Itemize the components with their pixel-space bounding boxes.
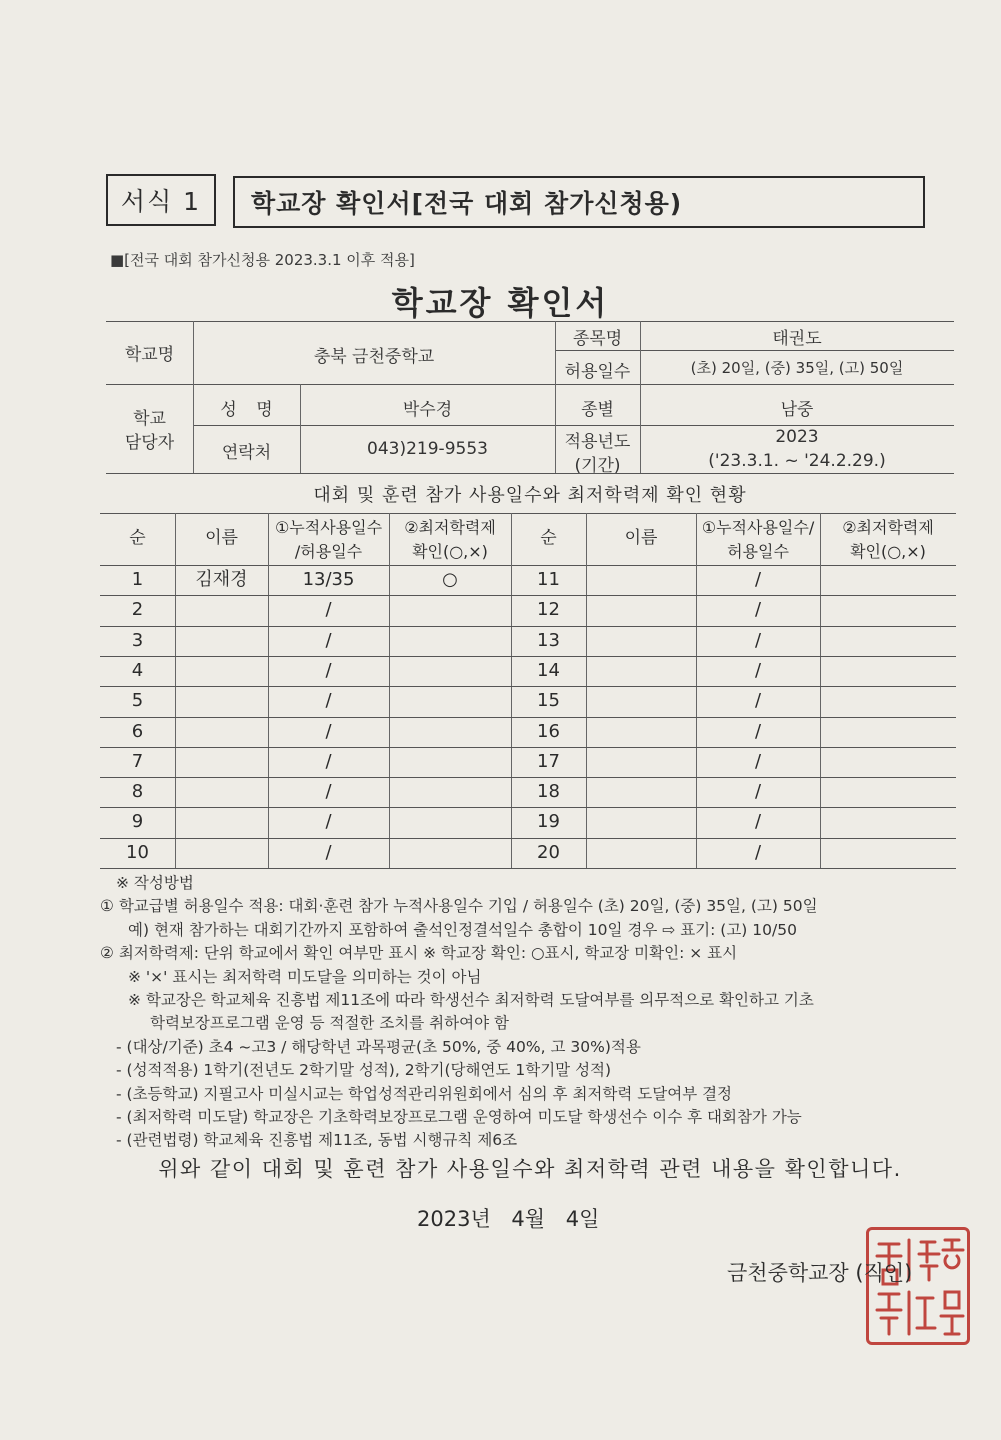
table-cell-r-days: / — [754, 569, 762, 590]
table-cell-l-days: / — [325, 720, 332, 742]
table-cell-r-no: 12 — [537, 599, 560, 621]
table-cell-r-days: / — [754, 599, 762, 621]
year-label: (기간) — [574, 456, 621, 476]
instructions — [100, 872, 970, 1153]
issue-date: 2023년 4월 4일 — [417, 1207, 600, 1231]
table-cell-l-days: / — [325, 599, 332, 621]
table-cell-l-no: 8 — [131, 781, 144, 803]
table-cell-r-check — [820, 807, 956, 837]
table-cell-r-days: / — [754, 811, 762, 833]
school-value: 충북 금천중학교 — [313, 347, 435, 367]
instruction-item-2-note: ※ '×' 표시는 최저학력 미도달을 의미하는 것이 아님 — [128, 967, 482, 986]
table-cell-r-check — [820, 838, 956, 868]
form-number-box — [106, 174, 216, 226]
header-days: ①누적사용일수 — [274, 518, 383, 537]
table-cell-r-no: 11 — [537, 569, 560, 590]
name-label: 성 명 — [220, 400, 273, 420]
instruction-item-2-note: ※ 학교장은 학교체육 진흥법 제11조에 따라 학생선수 최저학력 도달여부를 의무적으로 확인하고 기초 — [128, 991, 814, 1010]
table-cell-l-name — [175, 717, 268, 747]
header-academic: ②최저학력제 — [404, 518, 496, 537]
table-cell-r-name — [586, 656, 696, 686]
name-value: 박수경 — [402, 400, 453, 420]
principal-signature: 금천중학교장 (직인) — [727, 1261, 913, 1285]
table-cell-r-days: / — [754, 781, 762, 803]
instruction-dash-item: - (대상/기준) 초4 ~고3 / 해당학년 과목평균(초 50%, 중 40%, 고 30%)적용 — [116, 1037, 641, 1056]
year-label: 적용년도 — [564, 432, 631, 452]
contact-label: 연락처 — [221, 443, 272, 463]
table-cell-l-no: 6 — [131, 720, 144, 742]
table-cell-r-no: 17 — [537, 750, 560, 772]
header-title: 학교장 확인서[전국 대회 참가신청용) — [251, 189, 683, 218]
category-value: 남중 — [780, 400, 814, 420]
year-value: 2023 — [775, 427, 819, 447]
table-cell-l-check — [389, 747, 511, 777]
instruction-dash-item: - (초등학교) 지필고사 미실시교는 학업성적관리위원회에서 심의 후 최저학력 도달여부 결정 — [116, 1084, 733, 1103]
manager-label: 학교 — [133, 409, 166, 429]
header-name: 이름 — [205, 528, 238, 548]
table-cell-l-no: 9 — [131, 811, 144, 833]
table-cell-l-no: 10 — [126, 841, 149, 863]
table-cell-l-check — [389, 807, 511, 837]
table-cell-l-name: 김재경 — [195, 569, 248, 590]
table-cell-l-name — [175, 747, 268, 777]
table-row-divider — [100, 868, 956, 869]
confirmation-statement: 위와 같이 대회 및 훈련 참가 사용일수와 최저학력 관련 내용을 확인합니다. — [158, 1157, 902, 1181]
table-cell-l-check — [389, 686, 511, 716]
info-divider — [555, 350, 954, 351]
table-cell-l-check — [389, 717, 511, 747]
table-cell-r-name — [586, 595, 696, 625]
table-cell-l-no: 5 — [131, 690, 144, 712]
instruction-dash-item: - (관련법령) 학교체육 진흥법 제11조, 동법 시행규칙 제6조 — [116, 1131, 518, 1150]
table-cell-l-check — [389, 656, 511, 686]
table-cell-l-name — [175, 656, 268, 686]
table-cell-l-days: 13/35 — [302, 569, 355, 590]
table-cell-r-check — [820, 777, 956, 807]
table-cell-r-check — [820, 595, 956, 625]
table-cell-l-no: 2 — [131, 599, 144, 621]
table-cell-r-name — [586, 777, 696, 807]
table-cell-r-check — [820, 686, 956, 716]
applicability-note: ■[전국 대회 참가신청용 2023.3.1 이후 적용] — [110, 251, 415, 269]
table-cell-r-check — [820, 747, 956, 777]
instructions-heading: ※ 작성방법 — [116, 874, 194, 892]
table-cell-l-name — [175, 807, 268, 837]
header-no: 순 — [129, 528, 146, 548]
table-cell-l-days: / — [325, 781, 332, 803]
header-days: /허용일수 — [294, 542, 363, 561]
header-name-right: 이름 — [624, 528, 658, 548]
header-days-right: 허용일수 — [727, 542, 789, 561]
table-cell-l-name — [175, 686, 268, 716]
table-cell-l-check — [389, 595, 511, 625]
allowed-days-label: 허용일수 — [564, 362, 631, 382]
table-cell-l-days: / — [325, 659, 332, 681]
table-cell-r-no: 13 — [537, 629, 560, 651]
table-cell-r-name — [586, 838, 696, 868]
info-border-top — [106, 321, 954, 322]
table-cell-r-check — [820, 565, 956, 595]
table-cell-r-no: 14 — [537, 659, 560, 681]
year-value: ('23.3.1. ~ '24.2.29.) — [708, 451, 886, 471]
table-cell-l-name — [175, 595, 268, 625]
table-cell-r-days: / — [754, 690, 762, 712]
table-cell-r-check — [820, 656, 956, 686]
table-cell-r-days: / — [754, 750, 762, 772]
instruction-item-2-note: 학력보장프로그램 운영 등 적절한 조치를 취하여야 함 — [150, 1014, 509, 1033]
table-cell-r-no: 18 — [537, 781, 560, 803]
contact-value: 043)219-9553 — [367, 439, 488, 459]
category-label: 종별 — [581, 400, 614, 420]
allowed-days-value: (초) 20일, (중) 35일, (고) 50일 — [690, 359, 904, 377]
table-cell-l-name — [175, 777, 268, 807]
table-cell-l-days: / — [325, 690, 332, 712]
table-cell-l-check — [389, 838, 511, 868]
instruction-item-1: ① 학교급별 허용일수 적용: 대회·훈련 참가 누적사용일수 기입 / 허용일수 (초) 20일, (중) 35일, (고) 50일 — [100, 897, 818, 916]
info-divider — [106, 384, 954, 385]
table-cell-r-no: 16 — [537, 720, 560, 742]
table-cell-l-no: 7 — [131, 750, 144, 772]
instruction-dash-item: - (최저학력 미도달) 학교장은 기초학력보장프로그램 운영하여 미도달 학생선수 이수 후 대회참가 가능 — [116, 1108, 802, 1127]
table-cell-r-days: / — [754, 659, 762, 681]
table-cell-r-name — [586, 686, 696, 716]
header-title-box — [233, 176, 925, 228]
header-academic-right: ②최저학력제 — [842, 518, 934, 537]
table-cell-r-no: 20 — [537, 841, 560, 863]
table-cell-l-check — [389, 626, 511, 656]
table-cell-l-name — [175, 838, 268, 868]
table-cell-r-days: / — [754, 841, 762, 863]
table-cell-l-days: / — [325, 629, 332, 651]
section-title: 대회 및 훈련 참가 사용일수와 최저학력제 확인 현황 — [313, 485, 747, 506]
table-cell-r-check — [820, 626, 956, 656]
table-cell-r-name — [586, 626, 696, 656]
table-cell-l-days: / — [325, 750, 332, 772]
instruction-item-2: ② 최저학력제: 단위 학교에서 확인 여부만 표시 ※ 학교장 확인: ○표시, 학교장 미확인: × 표시 — [100, 944, 738, 963]
info-divider — [193, 425, 954, 426]
table-cell-l-name — [175, 626, 268, 656]
header-academic: 확인(○,×) — [412, 542, 488, 561]
table-border-top — [100, 513, 956, 514]
table-cell-r-check — [820, 717, 956, 747]
table-cell-r-name — [586, 807, 696, 837]
table-cell-l-no: 1 — [131, 569, 144, 590]
manager-label: 담당자 — [124, 433, 175, 453]
event-value: 태권도 — [772, 329, 822, 349]
header-no-right: 순 — [540, 528, 557, 548]
table-cell-r-no: 19 — [537, 811, 560, 833]
table-cell-l-no: 3 — [131, 629, 144, 651]
instruction-item-1-example: 예) 현재 참가하는 대회기간까지 포함하여 출석인정결석일수 총합이 10일 경우 ⇨ 표기: (고) 10/50 — [128, 920, 797, 939]
table-cell-r-name — [586, 717, 696, 747]
school-label: 학교명 — [124, 345, 175, 365]
form-number: 서식 1 — [120, 187, 202, 216]
table-cell-l-check — [389, 777, 511, 807]
instruction-dash-item: - (성적적용) 1학기(전년도 2학기말 성적), 2학기(당해연도 1학기말 성적) — [116, 1061, 612, 1080]
table-cell-l-days: / — [325, 841, 332, 863]
table-cell-r-no: 15 — [537, 690, 560, 712]
table-cell-r-name — [586, 747, 696, 777]
page-title: 학교장 확인서 — [391, 284, 610, 322]
table-cell-l-days: / — [325, 811, 332, 833]
table-cell-r-days: / — [754, 720, 762, 742]
event-label: 종목명 — [572, 329, 623, 349]
table-cell-r-name — [586, 565, 696, 595]
table-cell-l-no: 4 — [131, 659, 144, 681]
header-days-right: ①누적사용일수/ — [701, 518, 815, 537]
table-cell-r-days: / — [754, 629, 762, 651]
info-border-bottom — [106, 473, 954, 474]
table-cell-l-check: ○ — [442, 569, 458, 590]
header-academic-right: 확인(○,×) — [850, 542, 926, 561]
